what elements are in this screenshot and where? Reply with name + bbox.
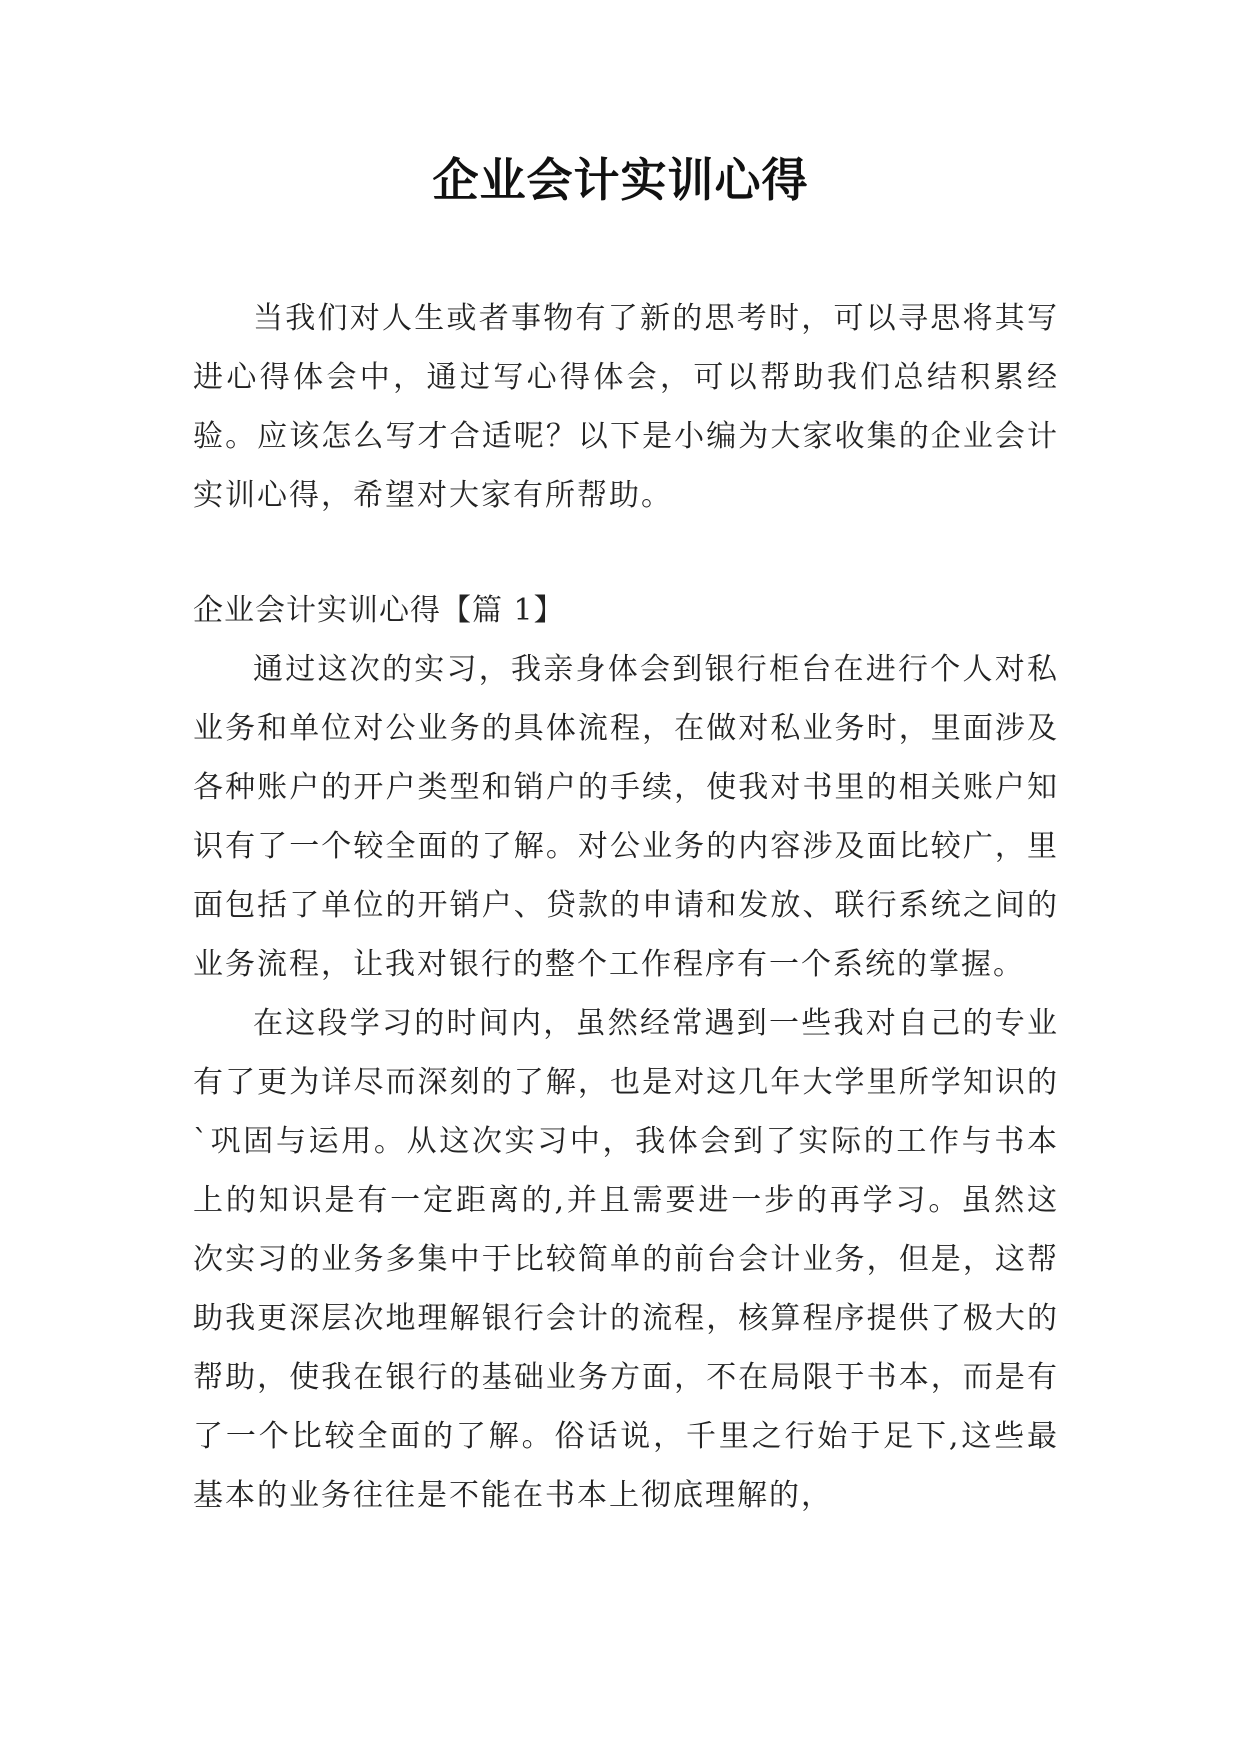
- intro-paragraph: 当我们对人生或者事物有了新的思考时，可以寻思将其写进心得体会中，通过写心得体会，可以帮助我们总结积累经验。应该怎么写才合适呢？以下是小编为大家收集的企业会计实训心得，希望对大家有所帮助。: [193, 301, 1059, 513]
- document-title: 企业会计实训心得: [432, 153, 809, 207]
- section-1: [193, 581, 1059, 1525]
- intro-block: [193, 289, 1059, 525]
- body-paragraph-2: 在这段学习的时间内，虽然经常遇到一些我对自己的专业有了更为详尽而深刻的了解，也是对这几年大学里所学知识的`巩固与运用。从这次实习中，我体会到了实际的工作与书本上的知识是有一定距离的,并且需要进一步的再学习。虽然这次实习的业务多集中于比较简单的前台会计业务，但是，这帮助我更深层次地理解银行会计的流程，核算程序提供了极大的帮助，使我在银行的基础业务方面，不在局限于书本，而是有了一个比较全面的了解。俗话说，千里之行始于足下,这些最基本的业务往往是不能在书本上彻底理解的，: [193, 1006, 1059, 1513]
- section-heading: 企业会计实训心得【篇 1】: [193, 593, 565, 628]
- body-paragraph-1: 通过这次的实习，我亲身体会到银行柜台在进行个人对私业务和单位对公业务的具体流程，在做对私业务时，里面涉及各种账户的开户类型和销户的手续，使我对书里的相关账户知识有了一个较全面的了解。对公业务的内容涉及面比较广，里面包括了单位的开销户、贷款的申请和发放、联行系统之间的业务流程，让我对银行的整个工作程序有一个系统的掌握。: [193, 652, 1059, 982]
